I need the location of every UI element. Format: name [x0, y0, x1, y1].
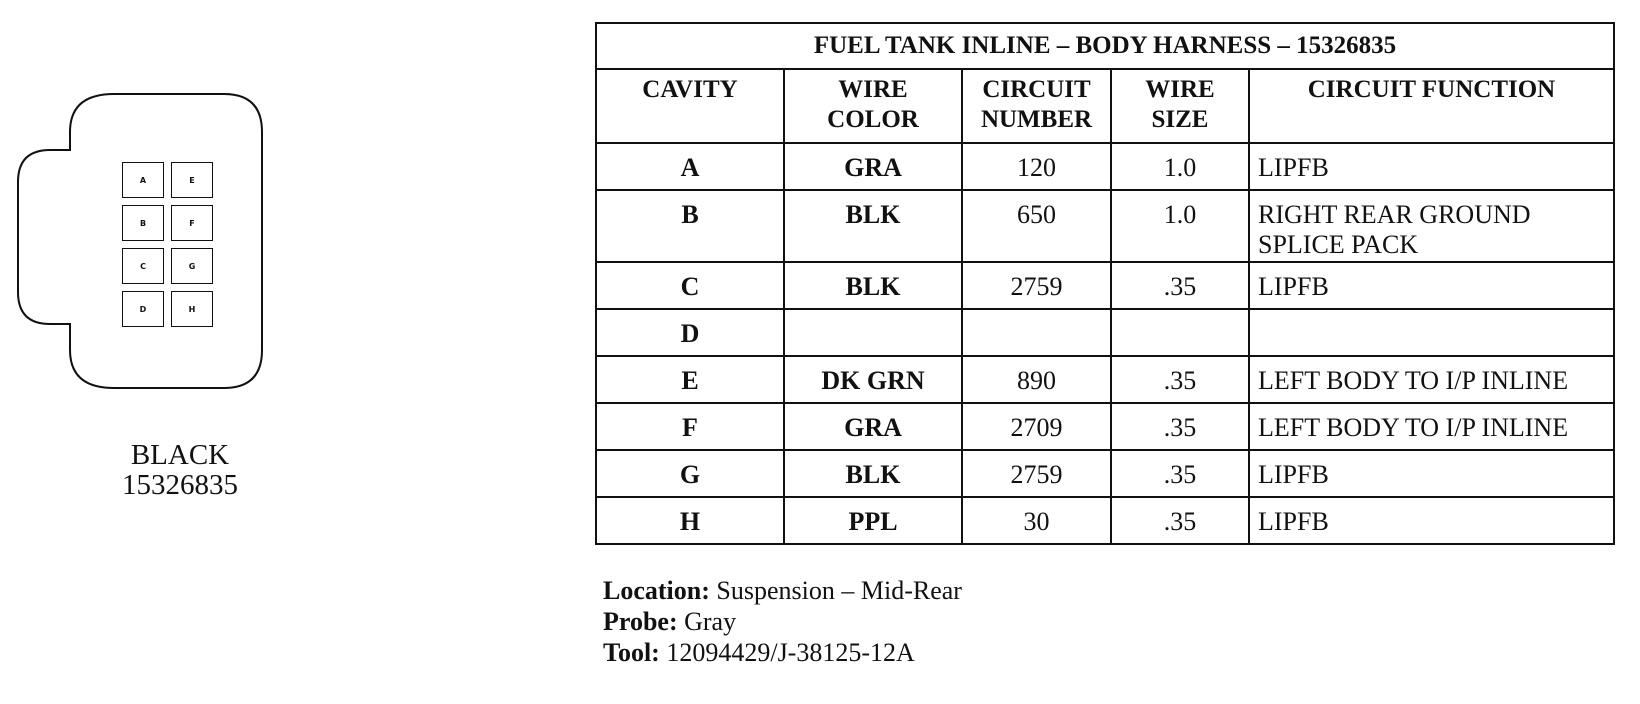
cell-circuit-number: 2709 — [962, 403, 1111, 450]
cell-wire-color — [784, 309, 962, 356]
cell-circuit-function: LIPFB — [1249, 262, 1614, 309]
cell-wire-color: GRA — [784, 143, 962, 190]
table-row — [596, 497, 1614, 544]
cell-circuit-function: LIPFB — [1249, 143, 1614, 190]
probe-line — [603, 606, 962, 637]
header-wire-size: WIRE SIZE — [1111, 69, 1249, 143]
cell-cavity: H — [596, 497, 784, 544]
table-row — [596, 262, 1614, 309]
pin-d: D — [122, 291, 164, 327]
connector-color-label: BLACK — [130, 439, 230, 471]
pin-c: C — [122, 248, 164, 284]
tool-value: 12094429/J-38125-12A — [666, 638, 915, 667]
cell-cavity: C — [596, 262, 784, 309]
pin-a: A — [122, 162, 164, 198]
cell-wire-size: .35 — [1111, 262, 1249, 309]
cell-wire-size: .35 — [1111, 403, 1249, 450]
header-wire-color: WIRE COLOR — [784, 69, 962, 143]
cell-wire-size — [1111, 309, 1249, 356]
cell-circuit-number: 30 — [962, 497, 1111, 544]
connector-notes — [603, 575, 962, 668]
cell-wire-color: GRA — [784, 403, 962, 450]
table-title: FUEL TANK INLINE – BODY HARNESS – 15326835 — [596, 23, 1614, 69]
table-row — [596, 450, 1614, 497]
cell-circuit-function: RIGHT REAR GROUND SPLICE PACK — [1249, 190, 1614, 262]
probe-value: Gray — [684, 607, 737, 636]
probe-label: Probe: — [603, 607, 678, 636]
pinout-table — [595, 22, 1615, 545]
cell-circuit-number: 650 — [962, 190, 1111, 262]
pin-f: F — [171, 205, 213, 241]
cell-circuit-number: 120 — [962, 143, 1111, 190]
header-circuit-function: CIRCUIT FUNCTION — [1249, 69, 1614, 143]
header-circuit-number: CIRCUIT NUMBER — [962, 69, 1111, 143]
cell-wire-color: BLK — [784, 190, 962, 262]
cell-cavity: G — [596, 450, 784, 497]
cell-circuit-number: 2759 — [962, 450, 1111, 497]
table-row — [596, 356, 1614, 403]
cell-wire-color: BLK — [784, 262, 962, 309]
cell-circuit-number — [962, 309, 1111, 356]
table-row — [596, 403, 1614, 450]
cell-wire-color: PPL — [784, 497, 962, 544]
cell-wire-size: .35 — [1111, 497, 1249, 544]
connector-diagram — [14, 92, 284, 412]
cell-circuit-number: 2759 — [962, 262, 1111, 309]
cell-circuit-function: LEFT BODY TO I/P INLINE — [1249, 356, 1614, 403]
cell-cavity: B — [596, 190, 784, 262]
cell-wire-size: 1.0 — [1111, 143, 1249, 190]
cell-cavity: A — [596, 143, 784, 190]
cell-circuit-number: 890 — [962, 356, 1111, 403]
location-value: Suspension – Mid-Rear — [716, 576, 962, 605]
cell-wire-size: .35 — [1111, 450, 1249, 497]
table-row — [596, 309, 1614, 356]
location-label: Location: — [603, 576, 710, 605]
table-row — [596, 190, 1614, 262]
cell-cavity: F — [596, 403, 784, 450]
pin-e: E — [171, 162, 213, 198]
cell-circuit-function: LIPFB — [1249, 450, 1614, 497]
cell-circuit-function: LIPFB — [1249, 497, 1614, 544]
cell-cavity: E — [596, 356, 784, 403]
tool-line — [603, 637, 962, 668]
table-row — [596, 143, 1614, 190]
cell-circuit-function: LEFT BODY TO I/P INLINE — [1249, 403, 1614, 450]
cell-wire-color: DK GRN — [784, 356, 962, 403]
cell-wire-size: 1.0 — [1111, 190, 1249, 262]
cell-wire-color: BLK — [784, 450, 962, 497]
pin-h: H — [171, 291, 213, 327]
location-line — [603, 575, 962, 606]
cell-wire-size: .35 — [1111, 356, 1249, 403]
header-cavity: CAVITY — [596, 69, 784, 143]
cell-circuit-function — [1249, 309, 1614, 356]
pin-g: G — [171, 248, 213, 284]
cell-cavity: D — [596, 309, 784, 356]
connector-part-number: 15326835 — [122, 469, 238, 501]
tool-label: Tool: — [603, 638, 660, 667]
pin-b: B — [122, 205, 164, 241]
